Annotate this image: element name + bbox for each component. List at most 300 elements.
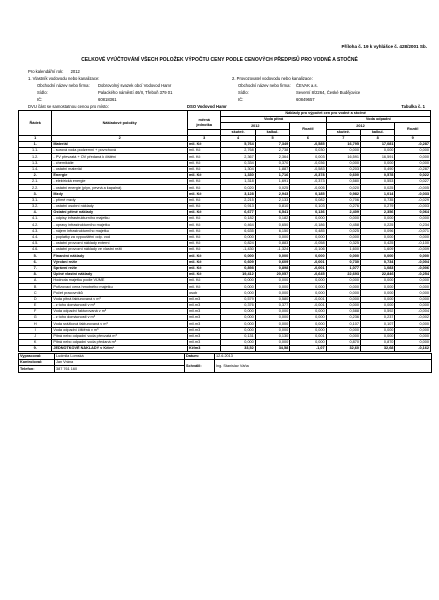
- row-value: 0,000: [255, 290, 289, 296]
- operator-name: ČEVAK a.s.: [296, 83, 318, 88]
- row-code: D: [19, 296, 52, 302]
- row-value: 0,580: [255, 296, 289, 302]
- row-code: J: [19, 333, 52, 339]
- row-value: 2,367: [221, 154, 255, 160]
- row-value: 1,887: [255, 166, 289, 172]
- operator-ic-label: IČ:: [238, 97, 244, 102]
- row-label: Voda pitná fakturovaná v m³: [52, 296, 188, 302]
- row-value: 0,000: [290, 309, 326, 315]
- row-value: 22,846: [361, 271, 395, 277]
- owner-seat-label: Sídlo:: [37, 90, 48, 95]
- row-value: 2,364: [255, 154, 289, 160]
- row-label: - ostatní provozní náklady externí: [52, 240, 188, 246]
- row-value: 0,000: [221, 315, 255, 321]
- row-unit: mil. Kč: [188, 284, 221, 290]
- row-code: 2.: [19, 172, 52, 178]
- signature-table: [18, 353, 432, 373]
- row-value: -0,162: [395, 346, 431, 352]
- row-value: 16,591: [361, 154, 395, 160]
- column-number: 3: [188, 135, 221, 141]
- row-label: - elektrická energie: [52, 179, 188, 185]
- row-value: 0,579: [221, 296, 255, 302]
- row-code: F: [19, 309, 52, 315]
- row-value: 0,000: [395, 234, 431, 240]
- row-value: 0,000: [221, 253, 255, 259]
- row-value: 0,000: [361, 296, 395, 302]
- row-value: 0,000: [361, 284, 395, 290]
- row-value: 0,182: [221, 216, 255, 222]
- row-value: 0,000: [361, 216, 395, 222]
- row-unit: mil.m3: [188, 315, 221, 321]
- row-unit: mil. Kč: [188, 228, 221, 234]
- row-value: 0,870: [361, 339, 395, 345]
- row-value: 0,000: [395, 278, 431, 284]
- row-value: 0,000: [326, 327, 360, 333]
- owner-ic: 60818361: [98, 97, 117, 102]
- row-value: 0,000: [361, 290, 395, 296]
- row-label: - z toho domácnosti v m³: [52, 315, 188, 321]
- row-value: -0,036: [290, 160, 326, 166]
- row-label: Finanční náklady: [52, 253, 188, 259]
- row-value: 0,107: [326, 321, 360, 327]
- row-code: 4.4.: [19, 234, 52, 240]
- column-number: 7: [326, 135, 360, 141]
- checked-label: Kontroloval:: [19, 360, 55, 366]
- row-value: 33,52: [221, 346, 255, 352]
- row-value: 2,215: [221, 197, 255, 203]
- row-value: 0,000: [395, 216, 431, 222]
- row-unit: mil. Kč: [188, 259, 221, 265]
- row-value: 0,334: [221, 160, 255, 166]
- row-value: 6,150: [255, 228, 289, 234]
- row-value: 0,030: [290, 148, 326, 154]
- row-value: 0,000: [290, 339, 326, 345]
- header-actual-waste: skuteč.: [326, 129, 360, 135]
- row-label: Voda srážková fakturovaná v m³: [52, 321, 188, 327]
- row-value: 0,000: [395, 321, 431, 327]
- row-value: 0,000: [326, 234, 360, 240]
- row-value: -0,100: [395, 240, 431, 246]
- row-value: -1,430: [221, 247, 255, 253]
- row-value: -1,07: [290, 346, 326, 352]
- row-value: -0,106: [290, 247, 326, 253]
- document-title: CELKOVÉ VYÚČTOVÁNÍ VŠECH POLOŽEK VÝPOČTU CENY PODLE CENOVÝCH PŘEDPISŮ PRO VODNÉ A STOČNÉ: [81, 57, 358, 63]
- row-value: 0,000: [395, 302, 431, 308]
- row-label: - nájem infrastrukturního majetku: [52, 228, 188, 234]
- row-value: 0,000: [221, 321, 255, 327]
- row-unit: mil. Kč: [188, 185, 221, 191]
- row-value: 1,691: [255, 179, 289, 185]
- row-value: 0,000: [395, 296, 431, 302]
- row-value: 0,458: [326, 222, 360, 228]
- owner-name: Dobrovolný svazek obcí Vodovod Hamr: [98, 83, 172, 88]
- row-value: -0,005: [290, 185, 326, 191]
- row-label: - přímé mzdy: [52, 197, 188, 203]
- header-water-waste: Voda odpadní: [326, 117, 430, 123]
- row-value: 0,824: [221, 240, 255, 246]
- row-value: 0,082: [290, 197, 326, 203]
- row-value: 2,356: [361, 210, 395, 216]
- row-value: 6,541: [255, 210, 289, 216]
- row-unit: mil.m3: [188, 296, 221, 302]
- operator-seat-label: Sídlo:: [238, 90, 249, 95]
- row-value: 0,730: [326, 259, 360, 265]
- row-value: 0,182: [255, 216, 289, 222]
- row-value: -0,004: [395, 309, 431, 315]
- row-value: 0,025: [326, 228, 360, 234]
- operator-ic: 60849657: [296, 97, 315, 102]
- row-value: 0,000: [255, 315, 289, 321]
- row-value: 0,464: [221, 222, 255, 228]
- row-code: 2.2.: [19, 185, 52, 191]
- year-label: Pro kalendářní rok:: [28, 69, 64, 74]
- row-code: 3.1.: [19, 197, 52, 203]
- row-value: -0,005: [395, 185, 431, 191]
- row-label: - PV převzatá + OV předaná k čištění: [52, 154, 188, 160]
- row-value: 0,096: [361, 228, 395, 234]
- cost-table: [18, 110, 431, 352]
- column-number: 1: [19, 135, 52, 141]
- row-unit: Kč/m3: [188, 346, 221, 352]
- row-value: -0,373: [290, 179, 326, 185]
- row-value: 0,870: [326, 339, 360, 345]
- row-value: 0,000: [290, 253, 326, 259]
- row-value: 1,609: [361, 247, 395, 253]
- row-value: 2,409: [326, 210, 360, 216]
- row-value: -0,003: [395, 203, 431, 209]
- row-value: 0,000: [395, 160, 431, 166]
- row-code: 9.: [19, 346, 52, 352]
- row-value: 0,898: [221, 265, 255, 271]
- row-code: B: [19, 284, 52, 290]
- row-label: - ostatní osobní náklady: [52, 203, 188, 209]
- row-value: 0,025: [255, 185, 289, 191]
- row-code: 8.: [19, 271, 52, 277]
- row-value: 0,000: [395, 290, 431, 296]
- row-value: 0,000: [255, 234, 289, 240]
- header-diff-drink: Rozdíl: [290, 123, 326, 135]
- row-value: 0,000: [361, 148, 395, 154]
- table-number: Tabulka č. 1: [401, 104, 425, 109]
- row-label: JEDNOTKOVÉ NÁKLADY v Kč/m³: [52, 346, 188, 352]
- row-value: 1,330: [221, 172, 255, 178]
- row-value: 0,609: [255, 259, 289, 265]
- row-code: 4.6.: [19, 247, 52, 253]
- row-value: 0,370: [255, 160, 289, 166]
- row-label: Pitná nebo odpadní voda předaná m³: [52, 339, 188, 345]
- row-value: 5,764: [221, 141, 255, 147]
- row-unit: mil.m3: [188, 333, 221, 339]
- row-value: -0,001: [290, 296, 326, 302]
- row-value: 0,898: [255, 265, 289, 271]
- row-label: Materiál: [52, 141, 188, 147]
- owner-seat: Palackého náměstí 46/II, Třeboň 379 01: [98, 90, 173, 95]
- row-value: 0,234: [395, 222, 431, 228]
- row-unit: mil. Kč: [188, 240, 221, 246]
- row-label: - z toho domácnosti v m³: [52, 302, 188, 308]
- row-value: -0,585: [290, 141, 326, 147]
- row-value: 0,000: [290, 284, 326, 290]
- row-label: Počet pracovníků: [52, 290, 188, 296]
- row-code: 1.1.: [19, 148, 52, 154]
- row-value: 0,000: [255, 339, 289, 345]
- row-value: 0,000: [395, 339, 431, 345]
- row-value: 1,304: [221, 166, 255, 172]
- row-value: 0,025: [361, 185, 395, 191]
- row-unit: mil. Kč: [188, 222, 221, 228]
- row-value: 16,795: [326, 141, 360, 147]
- approved-label: Schválil:: [185, 360, 215, 372]
- row-value: 0,000: [395, 148, 431, 154]
- row-value: 0,000: [255, 253, 289, 259]
- row-unit: mil. Kč: [188, 203, 221, 209]
- row-unit: mil. Kč: [188, 253, 221, 259]
- row-unit: mil.m3: [188, 302, 221, 308]
- row-value: 2,133: [255, 197, 289, 203]
- row-label: Správní režie: [52, 265, 188, 271]
- row-value: -0,006: [395, 265, 431, 271]
- table-row: [19, 346, 431, 352]
- row-code: 7.: [19, 265, 52, 271]
- row-value: 2,738: [255, 148, 289, 154]
- row-value: 16,591: [326, 154, 360, 160]
- row-value: 0,553: [361, 179, 395, 185]
- row-value: -0,001: [290, 265, 326, 271]
- row-value: 32,68: [361, 346, 395, 352]
- row-value: 34,58: [255, 346, 289, 352]
- row-code: I: [19, 327, 52, 333]
- row-value: 1,077: [326, 265, 360, 271]
- dvu-value: DSO Vodovod Hamr: [187, 104, 227, 109]
- row-code: 1.3.: [19, 160, 52, 166]
- row-value: 0,600: [326, 172, 360, 178]
- column-number: 6: [290, 135, 326, 141]
- owner-ic-label: IČ:: [37, 97, 43, 102]
- row-label: - ostatní provozní náklady ve vlastní režii: [52, 247, 188, 253]
- header-year-waste: 2012: [326, 123, 395, 129]
- row-value: -0,009: [395, 247, 431, 253]
- row-value: 0,000: [290, 321, 326, 327]
- row-value: 1,083: [361, 265, 395, 271]
- row-unit: mil. Kč: [188, 179, 221, 185]
- row-value: 0,237: [361, 315, 395, 321]
- row-value: 0,000: [221, 284, 255, 290]
- row-value: 0,000: [395, 154, 431, 160]
- owner-heading: 1. Vlastník vodovodu nebo kanalizace:: [28, 76, 100, 81]
- approved-value: Ing. Stanislav Váňa: [215, 360, 432, 372]
- row-value: -0,378: [290, 172, 326, 178]
- row-value: 0,592: [361, 309, 395, 315]
- row-unit: mil.m3: [188, 327, 221, 333]
- row-unit: mil. Kč: [188, 166, 221, 172]
- row-value: 0,000: [361, 234, 395, 240]
- phone-value: 387 761 160: [55, 366, 185, 372]
- row-value: 0,225: [361, 222, 395, 228]
- row-value: 0,000: [255, 284, 289, 290]
- row-label: Pitná nebo odpadní voda převzatá m³: [52, 333, 188, 339]
- row-value: 0,000: [326, 278, 360, 284]
- row-value: 0,136: [290, 210, 326, 216]
- row-value: 0,000: [290, 216, 326, 222]
- row-value: 0,000: [395, 327, 431, 333]
- row-code: A: [19, 278, 52, 284]
- row-value: 0,020: [221, 185, 255, 191]
- row-code: C: [19, 290, 52, 296]
- row-code: 2.1.: [19, 179, 52, 185]
- year-value: 2012: [70, 69, 80, 74]
- row-value: 0,000: [395, 253, 431, 259]
- row-value: 0,580: [326, 179, 360, 185]
- row-value: 6,635: [221, 228, 255, 234]
- row-label: Voda odpadní fakturovaná v m³: [52, 309, 188, 315]
- row-value: 0,027: [395, 179, 431, 185]
- row-value: 0,000: [221, 327, 255, 333]
- row-value: 0,236: [326, 315, 360, 321]
- row-value: 0,578: [361, 172, 395, 178]
- row-value: 0,735: [361, 197, 395, 203]
- row-label: Výrobní režie: [52, 259, 188, 265]
- row-value: 0,000: [221, 234, 255, 240]
- row-value: 0,376: [221, 302, 255, 308]
- row-value: 0,325: [326, 240, 360, 246]
- header-costs: Náklady pro výpočet cen pro vodné a stočné: [221, 111, 431, 117]
- row-value: -0,029: [395, 197, 431, 203]
- row-unit: mil. Kč: [188, 141, 221, 147]
- row-value: -0,583: [290, 166, 326, 172]
- row-code: 1.2.: [19, 154, 52, 160]
- row-value: 0,000: [290, 278, 326, 284]
- date-label: Datum:: [185, 354, 215, 360]
- row-code: K: [19, 339, 52, 345]
- column-number: 2: [52, 135, 188, 141]
- row-value: 1,716: [255, 172, 289, 178]
- row-unit: mil. Kč: [188, 210, 221, 216]
- row-value: 0,276: [326, 203, 360, 209]
- row-value: 0,000: [255, 278, 289, 284]
- row-value: 0,000: [221, 309, 255, 315]
- date-value: 12.6.2013: [215, 354, 432, 360]
- row-value: 0,609: [221, 259, 255, 265]
- column-number: 5: [255, 135, 289, 141]
- row-unit: mil. Kč: [188, 247, 221, 253]
- row-code: 4.: [19, 210, 52, 216]
- row-unit: mil. Kč: [188, 197, 221, 203]
- row-label: Úplné vlastní náklady: [52, 271, 188, 277]
- row-unit: mil. Kč: [188, 154, 221, 160]
- row-code: 4.5.: [19, 240, 52, 246]
- row-value: 0,020: [326, 185, 360, 191]
- row-value: 0,185: [290, 191, 326, 197]
- row-value: 0,130: [255, 333, 289, 339]
- row-code: H: [19, 321, 52, 327]
- row-unit: mil. Kč: [188, 191, 221, 197]
- row-label: Pořizovací cena hmotného majetku: [52, 284, 188, 290]
- row-value: -0,001: [290, 259, 326, 265]
- row-code: 3.: [19, 191, 52, 197]
- prepared-value: Ludmila Lomská: [55, 354, 185, 360]
- row-value: 1,600: [326, 247, 360, 253]
- row-value: 0,000: [361, 327, 395, 333]
- row-value: 0,485: [290, 228, 326, 234]
- row-unit: mil. Kč: [188, 278, 221, 284]
- row-label: Voda odpadní čištěná v m³: [52, 327, 188, 333]
- row-value: 0,000: [395, 333, 431, 339]
- row-value: -0,287: [395, 166, 431, 172]
- cost-rows: [19, 141, 431, 351]
- row-unit: mil. Kč: [188, 271, 221, 277]
- row-value: -0,058: [290, 240, 326, 246]
- row-value: 0,000: [361, 333, 395, 339]
- row-value: 0,913: [221, 203, 255, 209]
- row-unit: mil. Kč: [188, 148, 221, 154]
- row-value: 1,014: [361, 191, 395, 197]
- header-item: Nákladové položky: [52, 111, 188, 136]
- row-value: 6,677: [221, 210, 255, 216]
- row-label: - poplatky za vypouštění odp. vod: [52, 234, 188, 240]
- row-value: 0,000: [361, 160, 395, 166]
- row-code: 1.: [19, 141, 52, 147]
- row-value: -0,186: [290, 222, 326, 228]
- row-value: 0,000: [361, 302, 395, 308]
- header-year-drink: 2012: [221, 123, 290, 129]
- owner-name-label: Obchodní název nebo firma:: [37, 83, 90, 88]
- header-calc-drink: kalkul.: [255, 129, 289, 135]
- row-value: 0,022: [395, 172, 431, 178]
- row-value: 0,000: [255, 309, 289, 315]
- header-diff-waste: Rozdíl: [395, 123, 431, 135]
- row-value: 0,000: [255, 327, 289, 333]
- row-value: -0,033: [395, 191, 431, 197]
- row-value: 0,203: [326, 166, 360, 172]
- row-code: 3.2.: [19, 203, 52, 209]
- row-code: 5.: [19, 253, 52, 259]
- row-unit: mil. Kč: [188, 160, 221, 166]
- row-label: - ostatní energie (plyn, pevná a kapalná): [52, 185, 188, 191]
- row-value: 0,490: [361, 166, 395, 172]
- row-value: 0,810: [255, 203, 289, 209]
- row-value: 0,000: [326, 296, 360, 302]
- row-value: 0,000: [326, 148, 360, 154]
- row-value: 0,000: [290, 290, 326, 296]
- row-value: 0,000: [361, 278, 395, 284]
- row-unit: mil.m3: [188, 309, 221, 315]
- row-value: 2,943: [255, 191, 289, 197]
- row-value: 0,000: [326, 284, 360, 290]
- row-value: 0,000: [326, 160, 360, 166]
- row-value: 0,588: [326, 309, 360, 315]
- operator-seat: Severní 8/2264, České Budějovice: [296, 90, 361, 95]
- row-value: -0,287: [395, 141, 431, 147]
- row-code: 1.4.: [19, 166, 52, 172]
- row-value: 0,000: [255, 321, 289, 327]
- row-value: 0,001: [290, 333, 326, 339]
- row-unit: mil. Kč: [188, 265, 221, 271]
- row-value: 0,000: [326, 253, 360, 259]
- year-row: [28, 69, 80, 74]
- row-value: 22,693: [326, 271, 360, 277]
- row-unit: mil. Kč: [188, 216, 221, 222]
- row-code: G: [19, 315, 52, 321]
- row-value: 1,318: [221, 179, 255, 185]
- row-value: 0,650: [255, 222, 289, 228]
- row-value: 0,000: [326, 216, 360, 222]
- phone-label: Telefon:: [19, 366, 55, 372]
- row-label: - chemikálie: [52, 160, 188, 166]
- row-value: 2,768: [221, 148, 255, 154]
- row-code: 4.3.: [19, 228, 52, 234]
- attachment-note: Příloha č. 19 k vyhlášce č. 428/2001 Sb.: [341, 44, 427, 49]
- column-number: 9: [395, 135, 431, 141]
